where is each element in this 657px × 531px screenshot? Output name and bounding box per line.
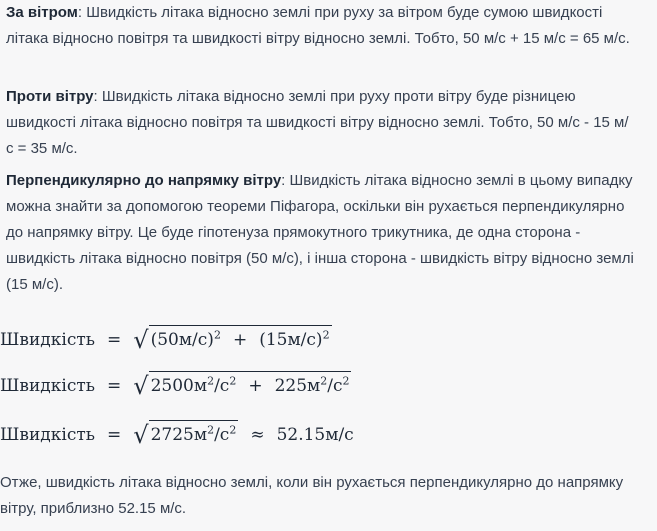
equals-sign: = (107, 330, 122, 350)
approx-sign: ≈ (250, 425, 265, 445)
equals-sign: = (107, 376, 122, 396)
formula-lhs: Швидкість (0, 330, 96, 350)
section-text: : Швидкість літака відносно землі при руху за вітром буде сумою швидкості літака відносно повітря та швидкості вітру відносно землі. Тобто, 50 м/с + 15 м/с = 65 м/с. (6, 4, 630, 47)
square-root (133, 371, 351, 401)
square-root (133, 420, 238, 450)
radicand: $2725м^2/с^2$ (149, 420, 239, 450)
equals-sign: = (107, 425, 122, 445)
radicand: $2500м^2/с^2 + 225м^2/с^2$ (149, 371, 352, 401)
section-text: : Швидкість літака відносно землі при руху проти вітру буде різницею швидкості літака відносно повітря та швидкості вітру відносно землі. Тобто, 50 м/с - 15 м/с = 35 м/с. (6, 88, 629, 157)
section-downwind (6, 0, 636, 52)
conclusion-text: Отже, швидкість літака відносно землі, коли він рухається перпендикулярно до напрямку вітру, приблизно 52.15 м/с. (0, 474, 624, 517)
radical-sign-icon: √ (133, 372, 149, 400)
formula-lhs: Швидкість (0, 425, 96, 445)
section-perpendicular (6, 168, 636, 298)
section-upwind (6, 84, 636, 162)
radicand: $(50м/с)^2 + (15м/с)^2$ (149, 325, 332, 355)
formula-line-3 (0, 415, 354, 455)
formula-result: 52.15м/с (276, 425, 354, 445)
formula-line-1 (0, 320, 332, 360)
formula-line-2 (0, 366, 351, 406)
section-heading: За вітром (6, 4, 78, 21)
radical-sign-icon: √ (133, 326, 149, 354)
radical-sign-icon: √ (133, 421, 149, 449)
square-root (133, 325, 331, 355)
formula-lhs: Швидкість (0, 376, 96, 396)
section-text: : Швидкість літака відносно землі в цьому випадку можна знайти за допомогою теореми Піфагора, оскільки він рухається перпендикулярно до напрямку вітру. Це буде гіпотенуза прямокутного трикутника, де одна сторона - швидкість літака відносно повітря (50 м/с), і інша сторона - швидкість вітру відносно землі (15 м/с). (6, 172, 634, 293)
section-heading: Проти вітру (6, 88, 94, 105)
section-heading: Перпендикулярно до напрямку вітру (6, 172, 282, 189)
